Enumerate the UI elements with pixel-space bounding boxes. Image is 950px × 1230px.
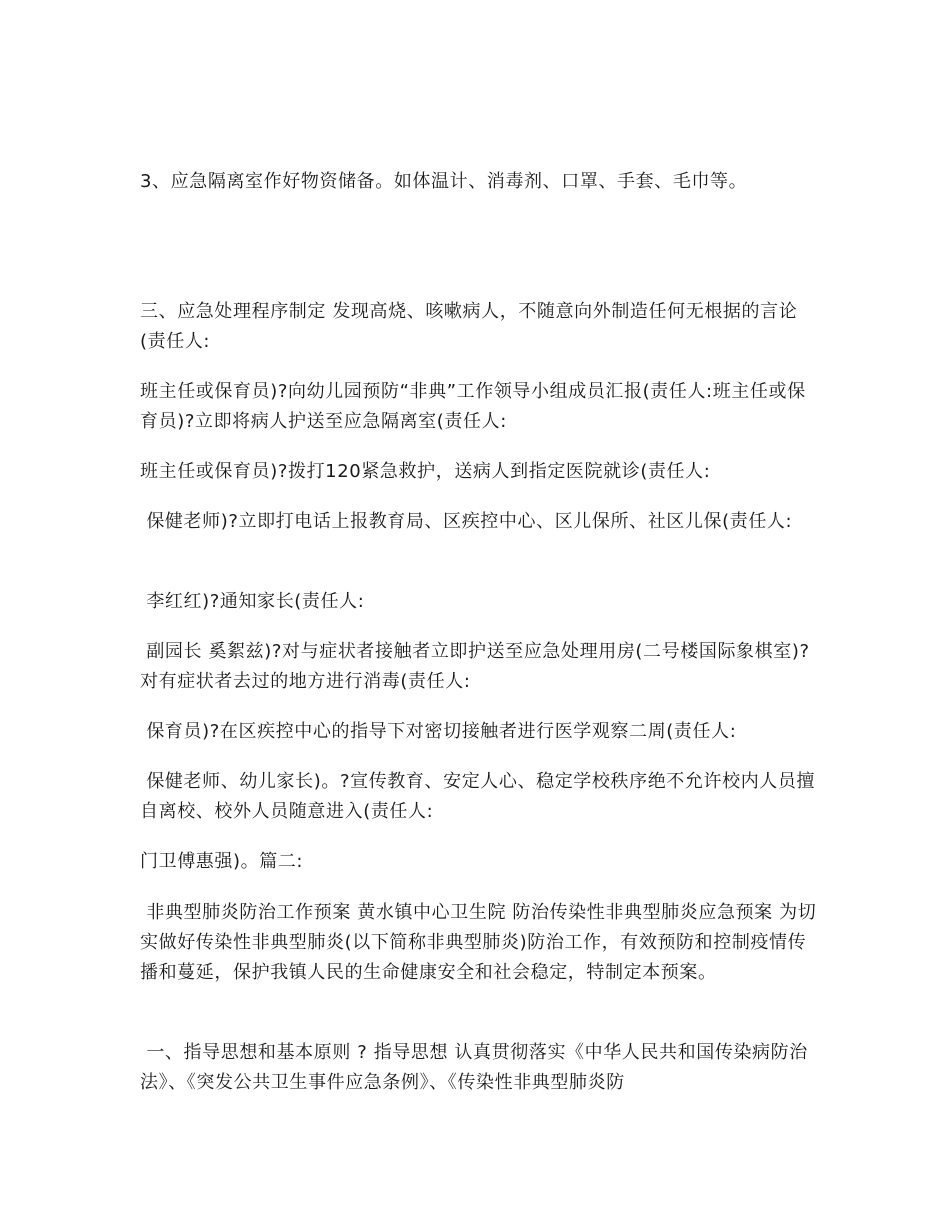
paragraph-contacts-disinfection: 副园长 奚絮兹)?对与症状者接触者立即护送至应急处理用房(二号楼国际象棋室)?对有症状者去过的地方进行消毒(责任人: [140, 641, 810, 692]
paragraph-gatekeeper: 门卫傅惠强)。篇二: [140, 851, 304, 872]
paragraph-supplies: 3、应急隔离室作好物资储备。如体温计、消毒剂、口罩、手套、毛巾等。 [140, 171, 748, 192]
paragraph-guiding-principles: 一、指导思想和基本原则 ? 指导思想 认真贯彻落实《中华人民共和国传染病防治法》、《突发公共卫生事件应急条例》、《传染性非典型肺炎防 [140, 1042, 808, 1093]
paragraph-medical-observation: 保育员)?在区疾控中心的指导下对密切接触者进行医学观察二周(责任人: [140, 721, 737, 742]
paragraph-emergency-procedure: 三、应急处理程序制定 发现高烧、咳嗽病人，不随意向外制造任何无根据的言论(责任人: [140, 301, 798, 352]
paragraph-report-authorities: 保健老师)?立即打电话上报教育局、区疾控中心、区儿保所、社区儿保(责任人: [140, 511, 793, 532]
paragraph-call-120: 班主任或保育员)?拨打120紧急救护，送病人到指定医院就诊(责任人: [140, 461, 711, 482]
paragraph-notify-parents: 李红红)?通知家长(责任人: [140, 591, 365, 612]
paragraph-education-order: 保健老师、幼儿家长)。?宣传教育、安定人心、稳定学校秩序绝不允许校内人员擅自离校、校外人员随意进入(责任人: [140, 771, 816, 822]
paragraph-sars-plan-intro: 非典型肺炎防治工作预案 黄水镇中心卫生院 防治传染性非典型肺炎应急预案 为切实做好传染性非典型肺炎(以下简称非典型肺炎)防治工作，有效预防和控制疫情传播和蔓延，保护我镇人民的生命健康安全和社会稳定，特制定本预案。 [140, 902, 817, 983]
paragraph-report-leadership: 班主任或保育员)?向幼儿园预防“非典”工作领导小组成员汇报(责任人:班主任或保育员)?立即将病人护送至应急隔离室(责任人: [140, 381, 806, 432]
